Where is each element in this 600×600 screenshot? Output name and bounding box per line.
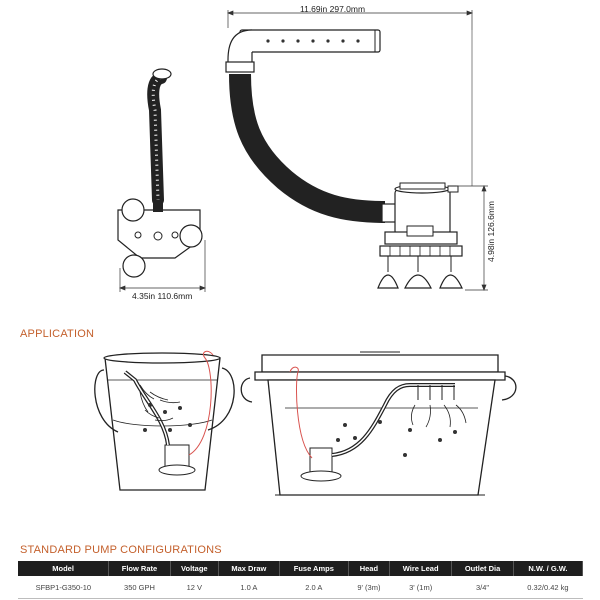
application-title: APPLICATION: [20, 328, 95, 340]
table-cell: SFBP1-G350-10: [18, 576, 109, 599]
table-header-cell: Voltage: [170, 561, 218, 576]
height-dimension-label: 4.98in 126.6mm: [486, 201, 496, 262]
table-header-cell: Fuse Amps: [279, 561, 348, 576]
pump-configurations-table: [18, 561, 583, 599]
table-cell: 1.0 A: [218, 576, 279, 599]
table-header-cell: Head: [348, 561, 389, 576]
height-dimension: [456, 186, 488, 290]
side-view-drawing: [226, 30, 462, 288]
table-header-cell: Outlet Dia: [452, 561, 514, 576]
table-row: [18, 576, 583, 599]
table-header-cell: Wire Lead: [390, 561, 452, 576]
table-cell: 0.32/0.42 kg: [513, 576, 582, 599]
table-header-cell: N.W. / G.W.: [513, 561, 582, 576]
table-header-cell: Model: [18, 561, 109, 576]
table-cell: 3/4": [452, 576, 514, 599]
bucket-application-drawing: [95, 353, 234, 490]
table-header-cell: Flow Rate: [109, 561, 171, 576]
top-view-drawing: [118, 69, 202, 277]
table-cell: 9' (3m): [348, 576, 389, 599]
configurations-title: STANDARD PUMP CONFIGURATIONS: [20, 544, 222, 556]
table-cell: 12 V: [170, 576, 218, 599]
table-cell: 2.0 A: [279, 576, 348, 599]
width-dimension-label: 11.69in 297.0mm: [300, 4, 366, 14]
base-width-dimension-label: 4.35in 110.6mm: [132, 291, 193, 301]
table-header-row: [18, 561, 583, 576]
table-cell: 3' (1m): [390, 576, 452, 599]
cooler-application-drawing: [241, 352, 516, 495]
table-header-cell: Max Draw: [218, 561, 279, 576]
table-cell: 350 GPH: [109, 576, 171, 599]
